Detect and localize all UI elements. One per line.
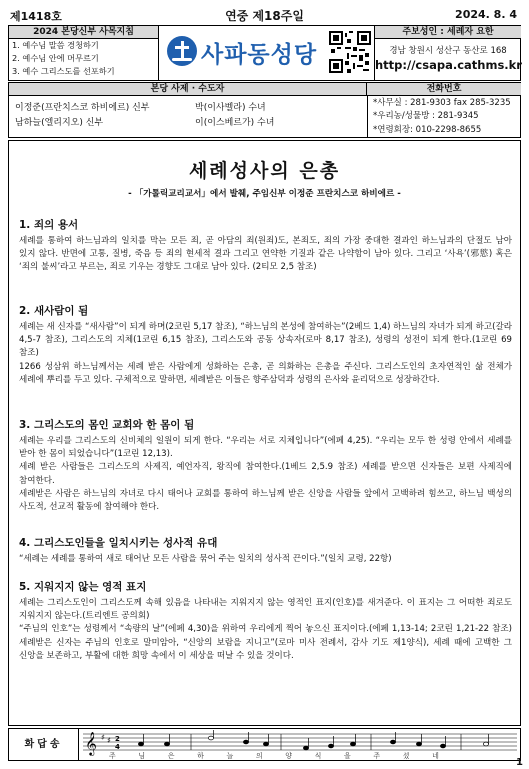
section-heading: 2. 새사람이 됨 <box>19 305 89 317</box>
lyric-syllable: 주 <box>109 752 116 760</box>
phone-list <box>373 97 511 137</box>
issue-date: 2024. 8. 4 <box>455 8 517 21</box>
phone-header: 전화번호 <box>367 83 521 96</box>
lyric-syllable: 하 <box>197 752 204 760</box>
staff-header: 본당 사제 · 수도자 <box>9 83 367 96</box>
section-paragraph: 세례는 우리를 그리스도의 신비체의 일원이 되게 한다. “우리는 서로 지체입니다”(에페 4,25). “우리는 모두 한 성령 안에서 세례를 받아 한 몸이 되었습니다”(1코린 12,13). <box>19 436 512 460</box>
sister-name: 박(이사벨라) 수녀 <box>195 103 266 113</box>
section-heading: 1. 죄의 용서 <box>19 219 79 231</box>
phone-office: *사무실 : 281-9303 fax 285-3235 <box>373 98 511 108</box>
guideline-item: 2. 예수님 안에 머무르기 <box>12 53 99 63</box>
section-indelible-mark <box>19 579 512 663</box>
article-title: 세례성사의 은총 <box>188 160 341 182</box>
lyric-syllable: 님 <box>138 752 146 760</box>
phone-funeral: *연령회장: 010-2298-8655 <box>373 124 482 135</box>
article-subtitle: - 「가톨릭교리교서」에서 발췌, 주임신부 이정준 프란치스코 하비에르 - <box>128 189 401 199</box>
priest-name: 이정준(프란치스코 하비에르) 신부 <box>15 103 150 113</box>
page-number: 1 <box>516 757 523 768</box>
section-heading: 4. 그리스도인들을 일치시키는 성사적 유대 <box>19 537 218 549</box>
section-paragraph: 세례 받은 사람들은 그리스도의 사제직, 예언자직, 왕직에 참여한다.(1베드 2,5.9 참조) 세례를 받으면 신자들은 보편 사제직에 참여한다. <box>19 462 512 486</box>
sister-name: 이(이스베르가) 수녀 <box>195 118 275 128</box>
psalm-lyrics <box>109 751 439 761</box>
parish-contact <box>375 26 521 80</box>
qr-code-icon[interactable] <box>329 31 371 73</box>
lyric-syllable: 셨 <box>402 752 410 760</box>
priest-list <box>15 101 149 131</box>
section-new-person <box>19 303 512 387</box>
lyric-syllable: 양 <box>285 752 293 760</box>
svg-text:2: 2 <box>115 735 120 743</box>
article <box>8 140 521 726</box>
parish-address: 경남 창원시 성산구 동산로 168 <box>389 46 507 56</box>
guideline-item: 3. 예수 그리스도를 선포하기 <box>12 66 115 76</box>
liturgical-week: 연중 제18주일 <box>225 9 304 23</box>
lyric-syllable: 식 <box>314 752 322 760</box>
pastoral-guidelines <box>9 26 159 80</box>
priest-name: 남하늘(엘리지오) 신부 <box>15 118 104 128</box>
section-forgiveness <box>19 217 512 275</box>
lyric-syllable: 네 <box>432 752 439 760</box>
svg-text:♯: ♯ <box>101 733 105 742</box>
lyric-syllable: 은 <box>167 752 175 760</box>
svg-text:𝄞: 𝄞 <box>85 731 97 755</box>
lyric-syllable: 을 <box>344 752 351 760</box>
parish-website-link[interactable]: http://csapa.cathms.kr <box>375 58 522 72</box>
svg-text:♯: ♯ <box>107 736 111 745</box>
section-church-body <box>19 417 512 514</box>
lyric-syllable: 늘 <box>226 752 234 760</box>
parish-cross-icon <box>167 36 197 66</box>
psalm-label: 화답송 <box>9 729 79 760</box>
issue-number: 제1418호 <box>10 10 62 23</box>
bulletin-header <box>8 25 521 81</box>
patron-saint: 주보성인 : 세례자 요한 <box>375 26 521 39</box>
parish-name: 사파동성당 <box>201 42 318 68</box>
sister-list <box>195 101 274 131</box>
section-heading: 5. 지워지지 않는 영적 표지 <box>19 581 147 593</box>
section-paragraph: “주님의 인호”는 성령께서 “속량의 날”(에페 4,30)을 위하여 우리에게 찍어 놓으신 표지이다.(에페 1,13-14; 2코린 1,21-22 참조) 세례받은 신자는 주님의 인호로 말미암아, “신앙의 보람을 지니고”(로마 미사 전례서, 감사 기도 제1양식), 세례 때에 고백한 그 신앙을 보존하고, 부활에 대한 희망 속에서 이 세상을 떠날 수 있을 것이다. <box>19 624 512 661</box>
section-sacramental-bond <box>19 535 512 566</box>
guidelines-title: 2024 본당신부 사목지침 <box>9 26 158 39</box>
section-paragraph: 세례는 새 신자를 “새사람”이 되게 하며(2코린 5,17 참조), “하느님의 본성에 참여하는”(2베드 1,4) 하느님의 자녀가 되게 하고(갈라 4,5-7 참조), 그리스도의 지체(1코린 6,15 참조), 그리스도와 공동 상속자(로마 8,17 참조), 성령의 성전이 되게 한다.(1코린 69 참조) <box>19 322 512 359</box>
svg-text:4: 4 <box>115 743 120 751</box>
section-paragraph: 세례는 그리스도인이 그리스도께 속해 있음을 나타내는 지워지지 않는 영적인 표지(인호)를 새겨준다. 이 표지는 그 어떠한 죄로도 지워지지 않는다.(트리엔트 공의회) <box>19 598 512 622</box>
lyric-syllable: 의 <box>255 752 263 760</box>
parish-logo-area <box>159 26 375 80</box>
section-heading: 3. 그리스도의 몸인 교회와 한 몸이 됨 <box>19 419 195 431</box>
top-bar <box>8 4 521 24</box>
lyric-syllable: 주 <box>373 752 381 760</box>
section-paragraph: 세례를 통하여 하느님과의 일치를 막는 모든 죄, 곧 아담의 죄(원죄)도, 본죄도, 죄의 가장 중대한 결과인 하느님과의 단절도 남아 있지 않다. 반면에 고통, 질병, 죽음 등 죄의 현세적 결과 그리고 연약한 기질과 같은 나약함이 남아 있다. 그리고 ‘사욕’(邪慾) 혹은 ‘죄의 불씨’라고 부르는, 죄로 기우는 경향도 그대로 남아 있다. (2티모 2,5 참조) <box>19 236 512 273</box>
section-paragraph: 세례받은 사람은 하느님의 자녀로 다시 태어나 교회를 통하여 하느님께 받은 신앙을 사람들 앞에서 고백하려 힘쓰고, 하느님 백성의 사도적, 선교적 활동에 참여해야 한다. <box>19 488 512 513</box>
section-paragraph: 1266 성삼위 하느님께서는 세례 받은 사람에게 성화하는 은총, 곧 의화하는 은총을 주신다. 그리스도인의 초자연적인 삶 전체가 세례에 뿌리를 두고 있다. 구체적으로 말하면, 세례받은 이들은 향주삼덕과 성령의 은사와 윤리덕으로 성장하간다. <box>19 361 512 385</box>
section-paragraph: “세례는 세례를 통하여 새로 태어난 모든 사람을 묶어 주는 일치의 성사적 끈이다.”(일치 교령, 22항) <box>19 554 392 564</box>
phone-store: *우리농/성물방 : 281-9345 <box>373 111 479 122</box>
staff-table <box>8 82 521 138</box>
guideline-item: 1. 예수님 말씀 경청하기 <box>12 40 99 50</box>
responsorial-psalm <box>8 728 521 761</box>
